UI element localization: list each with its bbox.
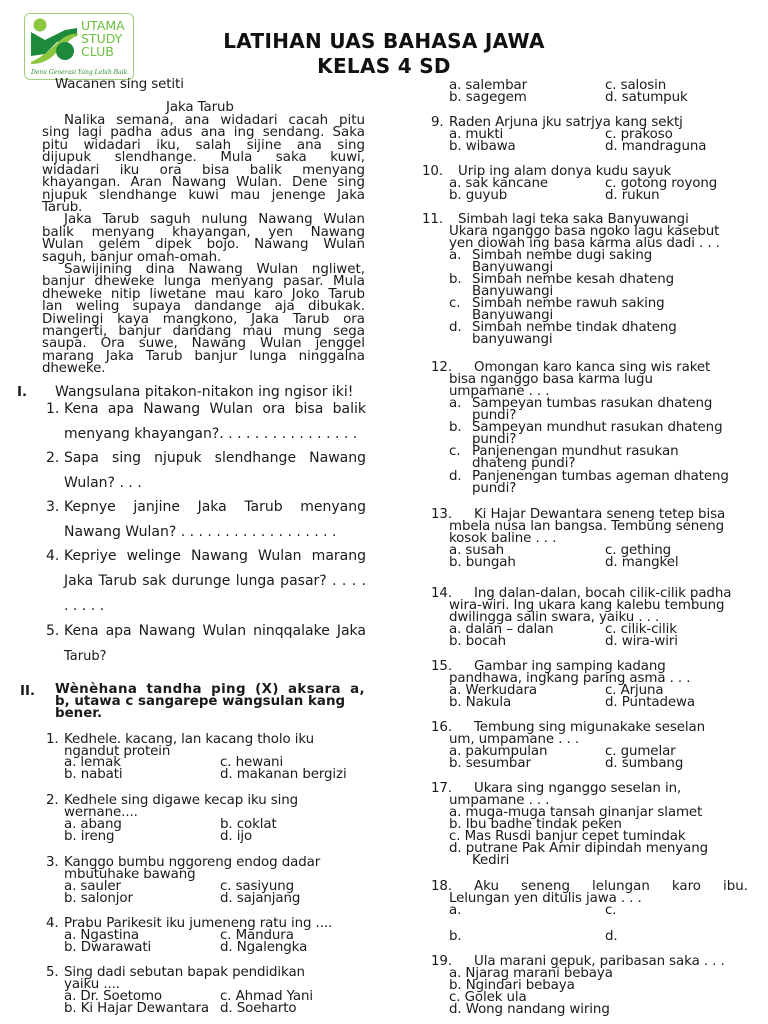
question-stem: wira-wiri. Ing ukara kang kalebu tembung: [449, 598, 725, 613]
question-stem: mbutuhake bawang: [64, 867, 196, 882]
question-stem: Lelungan yen ditulis jawa . . .: [449, 891, 642, 906]
passage-line: Wulan gelem dipek bojo. Nawang Wulan: [42, 237, 365, 252]
option-d[interactable]: d. mandraguna: [605, 139, 707, 154]
section-2-instruction: b, utawa c sangarepe wangsulan kang: [55, 694, 346, 709]
question-text: Kepriye welinge Nawang Wulan marang: [64, 548, 366, 564]
option-c[interactable]: c. cilik-cilik: [605, 622, 677, 637]
question-number: 2.: [46, 450, 60, 466]
section-1-instruction: Wangsulana pitakon-nitakon ing ngisor iki!: [55, 384, 354, 400]
option-b-text[interactable]: pundi?: [472, 432, 517, 447]
question-stem: bisa nganggo basa karma lugu: [449, 372, 653, 387]
option-c[interactable]: c.: [449, 444, 461, 459]
option-c[interactable]: b. coklat: [220, 817, 277, 832]
passage-line: saguh, banjur omah-omah.: [42, 250, 222, 265]
option-c-text[interactable]: Panjenengan mundhut rasukan: [472, 444, 679, 459]
question-text: Nawang Wulan? . . . . . . . . . . . . . . . . . .: [64, 524, 337, 540]
option-a-text[interactable]: pundi?: [472, 408, 517, 423]
question-stem: mbela nusa lan bangsa. Tembung seneng: [449, 519, 725, 534]
question-stem: umpamane . . .: [449, 793, 550, 808]
logo-tagline: Demi Generasi Yang Lebih Baik: [31, 69, 128, 76]
question-stem: Kanggo bumbu nggoreng endog dadar: [64, 855, 321, 870]
question-stem: pandhawa, ingkang paring asma . . .: [449, 671, 691, 686]
passage-line: widadari iku ora bisa balik menyang: [42, 163, 365, 178]
option-d[interactable]: d. Soeharto: [220, 1001, 297, 1016]
question-number: 10.: [422, 164, 443, 179]
passage-line: saupa. Ora suwe, Nawang Wulan jenggel: [42, 336, 365, 351]
logo-text-study: STUDY: [81, 31, 123, 46]
option-d[interactable]: d.: [605, 929, 618, 944]
passage-line: Diwelingi kaya mangkono, Jaka Tarub ora: [42, 312, 365, 327]
question-number: 17.: [431, 781, 452, 796]
option-b[interactable]: b.: [449, 272, 462, 287]
question-number: 3.: [46, 855, 59, 870]
passage-line: Sawijining dina Nawang Wulan ngliwet,: [64, 262, 365, 277]
option-b[interactable]: b. bocah: [449, 634, 506, 649]
passage-line: sing lagi padha adus ana ing sendang. Saka: [42, 125, 365, 140]
option-d[interactable]: d. satumpuk: [605, 90, 688, 105]
option-c-text[interactable]: Banyuwangi: [472, 308, 554, 323]
option-b[interactable]: b. nabati: [64, 767, 123, 782]
question-stem: Tembung sing migunakake seselan: [474, 720, 706, 735]
passage-line: njupuk slendhange kuwi mau jenenge Jaka: [42, 188, 365, 203]
question-text: . . . . .: [64, 598, 105, 614]
passage-line: dijupuk slendhange. Mula saka kuwi,: [42, 150, 365, 165]
question-stem: Ula marani gepuk, paribasan saka . . .: [474, 954, 725, 969]
option-d[interactable]: d. mangkel: [605, 555, 679, 570]
option-d[interactable]: d. Ngalengka: [220, 940, 308, 955]
question-text: Kepnye janjine Jaka Tarub menyang: [64, 499, 366, 515]
question-number: 11.: [422, 212, 443, 227]
option-c[interactable]: c.: [605, 903, 617, 918]
question-number: 1.: [46, 401, 60, 417]
option-d[interactable]: d. Wong nandang wiring: [449, 1002, 610, 1017]
option-a[interactable]: a. Ngastina: [64, 928, 139, 943]
logo-text-club: CLUB: [81, 44, 114, 59]
option-a[interactable]: a. dalan – dalan: [449, 622, 554, 637]
option-c[interactable]: c. salosin: [605, 78, 667, 93]
option-b-text[interactable]: Simbah nembe kesah dhateng: [472, 272, 674, 287]
option-c[interactable]: c. Ahmad Yani: [220, 989, 313, 1004]
question-stem: Kedhele. kacang, lan kacang tholo iku: [64, 732, 314, 747]
option-b[interactable]: b.: [449, 929, 462, 944]
question-number: 9.: [431, 115, 444, 130]
passage-line: mangerti, banjur dandang mau mung sega: [42, 324, 365, 339]
question-stem: wernane....: [64, 805, 138, 820]
question-stem: kosok baline . . .: [449, 531, 557, 546]
option-a[interactable]: a. susah: [449, 543, 505, 558]
question-number: 16.: [431, 720, 452, 735]
passage-line: marang Jaka Tarub banjur lunga ninggalna: [42, 349, 365, 364]
question-text: Tarub?: [64, 649, 107, 664]
option-a[interactable]: a.: [449, 903, 462, 918]
question-text: menyang khayangan?. . . . . . . . . . . . . . . .: [64, 426, 358, 442]
question-stem: Urip ing alam donya kudu sayuk: [458, 164, 672, 179]
question-text: Sapa sing njupuk slendhange Nawang: [64, 450, 366, 466]
question-number: 3.: [46, 499, 60, 515]
option-c[interactable]: c. gumelar: [605, 744, 676, 759]
option-a[interactable]: a. abang: [64, 817, 122, 832]
option-c[interactable]: c. Mas Rusdi banjur cepet tumindak: [449, 829, 686, 844]
option-c-text[interactable]: dhateng pundi?: [472, 456, 576, 471]
option-d[interactable]: d.: [449, 320, 462, 335]
option-b[interactable]: b. wibawa: [449, 139, 516, 154]
question-stem: yaiku ....: [64, 977, 120, 992]
option-d-text[interactable]: Simbah nembe tindak dhateng: [472, 320, 677, 335]
question-number: 18.: [431, 879, 452, 894]
question-text: Jaka Tarub sak durunge lunga pasar? . . . .: [64, 573, 366, 589]
option-d[interactable]: d. sajanjang: [220, 891, 301, 906]
question-stem: Ukara sing nganggo seselan in,: [474, 781, 682, 796]
option-a[interactable]: a. Njarag marani bebaya: [449, 966, 613, 981]
passage-line: lan weling supaya dandange aja dibukak.: [42, 299, 365, 314]
passage-line: pitu widadari iku, salah sijine ana sing: [42, 138, 365, 153]
reading-instruction: Wacanen sing setiti: [55, 77, 184, 92]
question-stem: Prabu Parikesit iku jumeneng ratu ing ....: [64, 916, 333, 931]
option-c[interactable]: c. gotong royong: [605, 176, 718, 191]
question-number: 12.: [431, 360, 452, 375]
question-stem: Ukara nganggo basa ngoko lagu kasebut: [449, 224, 720, 239]
option-b[interactable]: b. Ki Hajar Dewantara: [64, 1001, 209, 1016]
question-stem: Ki Hajar Dewantara seneng tetep bisa: [474, 507, 726, 522]
question-number: 2.: [46, 793, 59, 808]
question-stem: Aku seneng lelungan karo ibu.: [474, 879, 748, 894]
question-stem: um, umpamane . . .: [449, 732, 579, 747]
question-stem: Raden Arjuna jku satrjya kang sektj: [449, 115, 683, 130]
page-title-line1: LATIHAN UAS BAHASA JAWA: [223, 29, 545, 53]
option-b[interactable]: b. ireng: [64, 829, 115, 844]
question-text: Kena apa Nawang Wulan ninqqalake Jaka: [64, 623, 366, 639]
question-number: 1.: [46, 732, 59, 747]
option-a[interactable]: a. muga-muga tansah ginanjar slamet: [449, 805, 703, 820]
option-d[interactable]: d. wira-wiri: [605, 634, 678, 649]
question-number: 13.: [431, 507, 452, 522]
option-a-text[interactable]: Banyuwangi: [472, 260, 554, 275]
utama-study-club-logo: [24, 13, 134, 80]
option-b[interactable]: b. salonjor: [64, 891, 133, 906]
question-number: 15.: [431, 659, 452, 674]
option-c[interactable]: c. hewani: [220, 755, 284, 770]
option-d[interactable]: d.: [449, 469, 462, 484]
question-number: 19.: [431, 954, 452, 969]
question-stem: Omongan karo kanca sing wis raket: [474, 360, 711, 375]
option-b[interactable]: b. sesumbar: [449, 756, 531, 771]
passage-line: dheweke nitip liwetane mau karo Joko Tarub: [42, 287, 365, 302]
option-c-text[interactable]: Simbah nembe rawuh saking: [472, 296, 665, 311]
passage-line: balik menyang khayangan, yen Nawang: [42, 225, 365, 240]
question-stem: Gambar ing samping kadang: [474, 659, 666, 674]
option-d[interactable]: d. rukun: [605, 188, 660, 203]
question-stem: umpamane . . .: [449, 384, 550, 399]
option-a-text[interactable]: Simbah nembe dugi saking: [472, 248, 653, 263]
option-b[interactable]: b. Ibu badhe tindak peken: [449, 817, 622, 832]
section-2-numeral: II.: [20, 684, 36, 699]
option-b[interactable]: b. Dwarawati: [64, 940, 152, 955]
option-b[interactable]: b. sagegem: [449, 90, 527, 105]
option-d[interactable]: d. makanan bergizi: [220, 767, 347, 782]
option-a[interactable]: a. mukti: [449, 127, 504, 142]
story-title: Jaka Tarub: [166, 100, 234, 115]
section-2-instruction: bener.: [55, 706, 103, 721]
option-d[interactable]: d. ijo: [220, 829, 253, 844]
option-d[interactable]: d. putrane Pak Amir dipindah menyang: [449, 841, 708, 856]
passage-line: Nalika semana, ana widadari cacah pitu: [64, 113, 365, 128]
question-stem: ngandut protein: [64, 744, 171, 759]
passage-line: khayangan. Aran Nawang Wulan. Dene sing: [42, 175, 365, 190]
passage-line: Jaka Tarub saguh nulung Nawang Wulan: [64, 212, 365, 227]
question-stem: Ing dalan-dalan, bocah cilik-cilik padha: [474, 586, 732, 601]
option-b[interactable]: b. Nakula: [449, 695, 512, 710]
option-b-text[interactable]: Sampeyan mundhut rasukan dhateng: [472, 420, 723, 435]
question-text: Kena apa Nawang Wulan ora bisa balik: [64, 401, 366, 417]
question-stem: dwilingga salin swara, yaiku . . .: [449, 610, 660, 625]
option-c[interactable]: c. Arjuna: [605, 683, 664, 698]
logo-text-utama: UTAMA: [81, 18, 125, 33]
option-c[interactable]: c. prakoso: [605, 127, 673, 142]
option-a[interactable]: a.: [449, 396, 462, 411]
passage-line: dheweke.: [42, 361, 106, 376]
option-c[interactable]: c. gething: [605, 543, 672, 558]
option-d-text[interactable]: Panjenengan tumbas ageman dhateng: [472, 469, 729, 484]
passage-line: Tarub.: [42, 200, 83, 215]
option-c[interactable]: c. Mandura: [220, 928, 294, 943]
question-stem: Simbah lagi teka saka Banyuwangi: [458, 212, 689, 227]
option-b[interactable]: b. bungah: [449, 555, 516, 570]
question-text: Wulan? . . .: [64, 475, 142, 491]
option-d[interactable]: d. Puntadewa: [605, 695, 695, 710]
question-stem: yen diowah ing basa karma alus dadi . . .: [449, 236, 720, 251]
section-1-numeral: I.: [17, 385, 28, 400]
option-a[interactable]: a. Werkudara: [449, 683, 537, 698]
option-d-text[interactable]: banyuwangi: [472, 332, 553, 347]
option-a[interactable]: a. Dr. Soetomo: [64, 989, 163, 1004]
question-number: 5.: [46, 965, 59, 980]
passage-line: banjur dheweke lunga menyang pasar. Mula: [42, 274, 365, 289]
option-c[interactable]: c. Golek ula: [449, 990, 527, 1005]
option-a[interactable]: a. sauler: [64, 879, 121, 894]
question-number: 4.: [46, 916, 59, 931]
option-d-text[interactable]: pundi?: [472, 481, 517, 496]
question-stem: Kedhele sing digawe kecap iku sing: [64, 793, 299, 808]
option-a[interactable]: a. pakumpulan: [449, 744, 548, 759]
option-b[interactable]: b. guyub: [449, 188, 508, 203]
page-title-line2: KELAS 4 SD: [317, 54, 451, 78]
option-d-continuation[interactable]: Kediri: [472, 853, 510, 868]
question-number: 4.: [46, 548, 60, 564]
option-b-text[interactable]: Banyuwangi: [472, 284, 554, 299]
option-d[interactable]: d. sumbang: [605, 756, 684, 771]
option-c[interactable]: c. sasiyung: [220, 879, 295, 894]
question-number: 5.: [46, 623, 60, 639]
option-a[interactable]: a. lemak: [64, 755, 121, 770]
question-stem: Sing dadi sebutan bapak pendidikan: [64, 965, 305, 980]
option-a[interactable]: a. sak kancane: [449, 176, 549, 191]
logo-figure-icon: [27, 16, 83, 70]
option-a[interactable]: a. salembar: [449, 78, 528, 93]
section-2-instruction: Wènèhana tandha ping (X) aksara a,: [55, 682, 365, 697]
option-a[interactable]: a.: [449, 248, 462, 263]
option-b[interactable]: b. Ngindari bebaya: [449, 978, 575, 993]
question-number: 14.: [431, 586, 452, 601]
option-b[interactable]: b.: [449, 420, 462, 435]
option-c[interactable]: c.: [449, 296, 461, 311]
option-a-text[interactable]: Sampeyan tumbas rasukan dhateng: [472, 396, 713, 411]
